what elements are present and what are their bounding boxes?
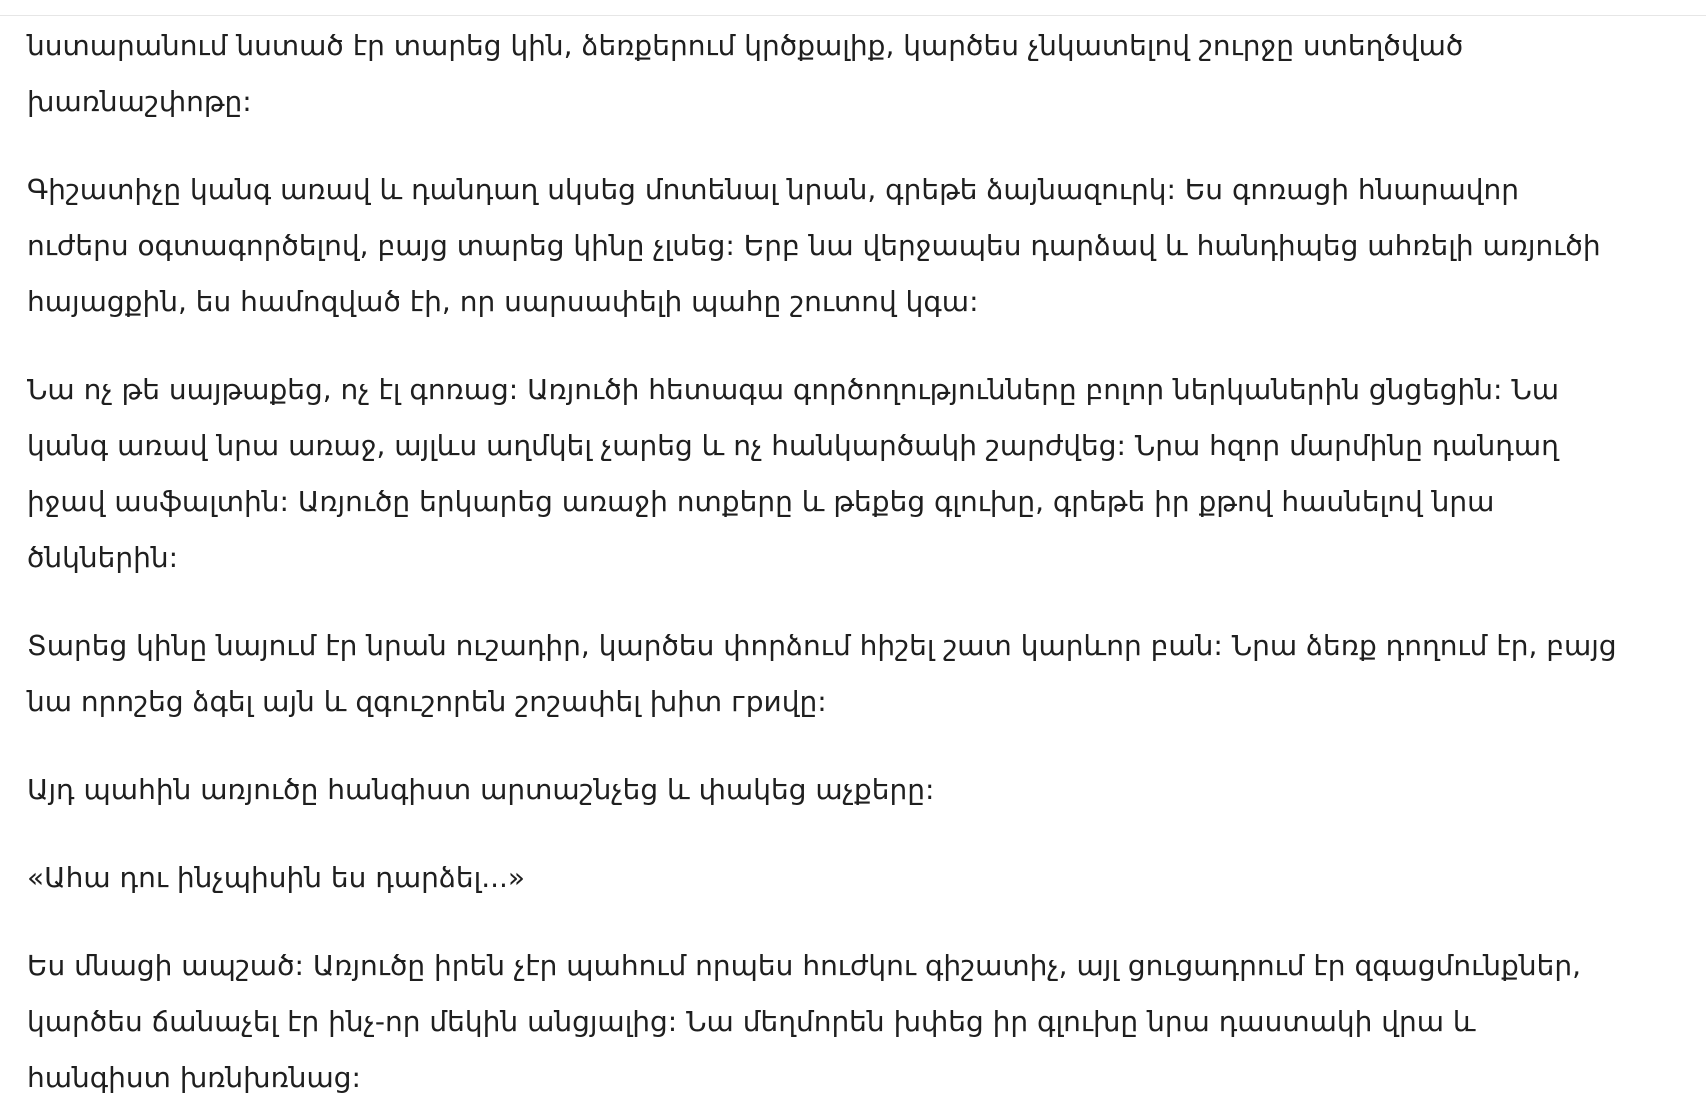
paragraph-3: Նա ոչ թե սայթաքեց, ոչ էլ գոռաց: Առյուծի հետագա գործողությունները բոլոր ներկաներին ցնցեցին: Նա կանգ առավ նրա առաջ, այլևս աղմկել չարեց և ոչ հանկարծակի շարժվեց: Նրա հզոր մարմինը դանդաղ իջավ ասֆալտին: Առյուծը երկարեց առաջի ոտքերը և թեքեց գլուխը, գրեթե իր քթով հասնելով նրա ծնկներին: (27, 373, 1560, 574)
article-body (27, 18, 1627, 1106)
paragraph-7: Ես մնացի ապշած: Առյուծը իրեն չէր պահում որպես հուժկու գիշատիչ, այլ ցուցադրում էր զգացմունքներ, կարծես ճանաչել էր ինչ-որ մեկին անցյալից: Նա մեղմորեն խփեց իր գլուխը նրա դաստակի վրա և հանգիստ խռնխռնաց: (27, 949, 1581, 1094)
paragraph-2: Գիշատիչը կանգ առավ և դանդաղ սկսեց մոտենալ նրան, գրեթե ձայնազուրկ: Ես գոռացի հնարավոր ուժերս օգտագործելով, բայց տարեց կինը չլսեց: Երբ նա վերջապես դարձավ և հանդիպեց ահռելի առյուծի հայացքին, ես համոզված էի, որ սարսափելի պահը շուտով կգա: (27, 173, 1601, 318)
paragraph-1: նստարանում նստած էր տարեց կին, ձեռքերում կրծքալիք, կարծես չնկատելով շուրջը ստեղծված խառնաշփոթը: (27, 29, 1464, 118)
paragraph-4: Տարեց կինը նայում էր նրան ուշադիր, կարծես փորձում հիշել շատ կարևոր բան: Նրա ձեռք դողում էր, բայց նա որոշեց ձգել այն և զգուշորեն շոշափել խիտ гриվը: (27, 629, 1617, 718)
top-divider (0, 0, 1706, 16)
paragraph-5: Այդ պահին առյուծը հանգիստ արտաշնչեց և փակեց աչքերը: (27, 773, 935, 806)
paragraph-6: «Ահա դու ինչպիսին ես դարձել...» (27, 861, 526, 894)
